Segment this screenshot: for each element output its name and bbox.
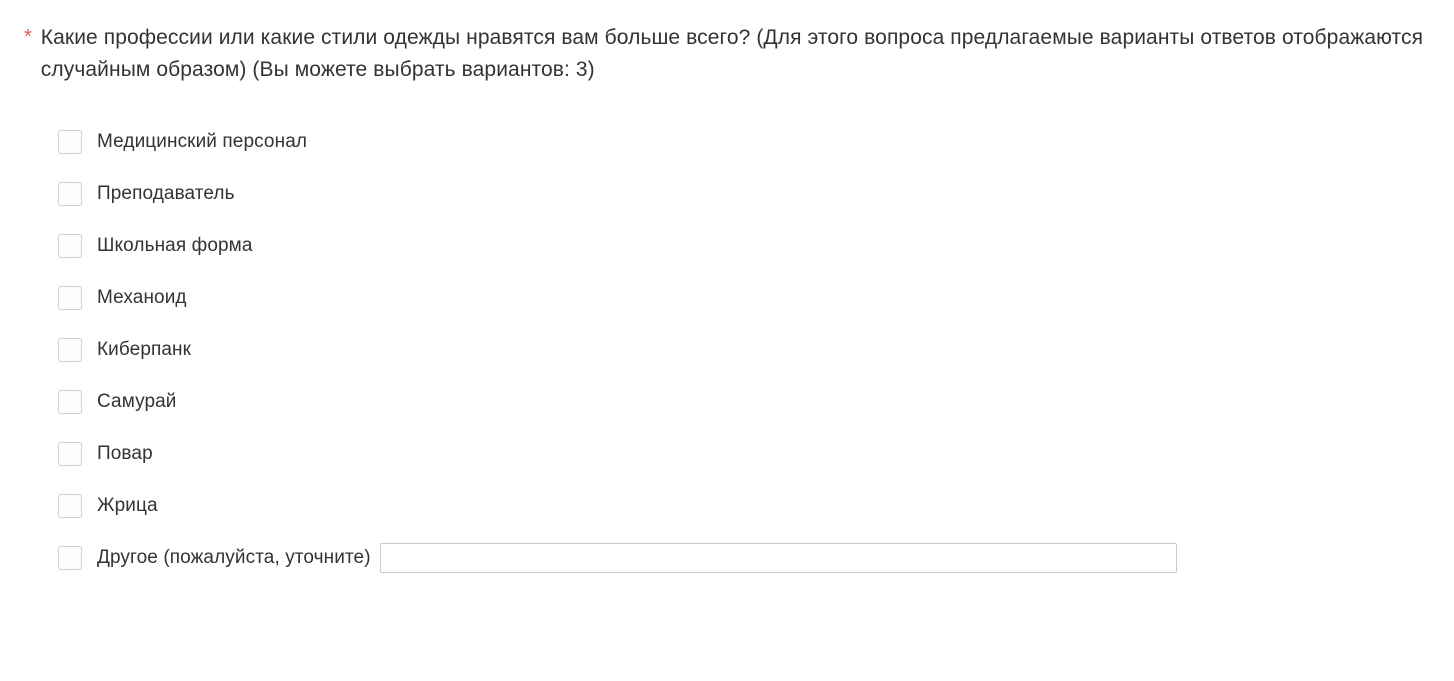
checkbox-icon-other[interactable] [58,546,82,570]
other-specify-input[interactable] [380,543,1177,573]
checkbox-icon[interactable] [58,494,82,518]
list-item[interactable] [58,428,1430,480]
checkbox-icon[interactable] [58,182,82,206]
option-label-other: Другое (пожалуйста, уточните) [97,546,371,568]
checkbox-icon[interactable] [58,390,82,414]
list-item[interactable] [58,480,1430,532]
required-asterisk: * [24,26,32,48]
checkbox-icon[interactable] [58,234,82,258]
list-item[interactable] [58,376,1430,428]
checkbox-icon[interactable] [58,338,82,362]
option-label: Повар [97,442,153,464]
option-label: Киберпанк [97,338,192,360]
list-item[interactable] [58,220,1430,272]
option-list [24,116,1430,584]
checkbox-icon[interactable] [58,442,82,466]
option-label: Школьная форма [97,234,253,256]
option-label: Механоид [97,286,187,308]
list-item[interactable] [58,272,1430,324]
list-item-other[interactable] [58,532,1430,584]
checkbox-icon[interactable] [58,130,82,154]
list-item[interactable] [58,116,1430,168]
list-item[interactable] [58,324,1430,376]
checkbox-icon[interactable] [58,286,82,310]
question-title: Какие профессии или какие стили одежды нравятся вам больше всего? (Для этого вопроса предлагаемые варианты ответов отображаются случайным образом) (Вы можете выбрать вариантов: 3) [40,26,1424,81]
option-label: Жрица [97,494,158,516]
option-label: Преподаватель [97,182,235,204]
option-label: Медицинский персонал [97,130,308,152]
list-item[interactable] [58,168,1430,220]
question-header [24,22,1430,86]
option-label: Самурай [97,390,177,412]
